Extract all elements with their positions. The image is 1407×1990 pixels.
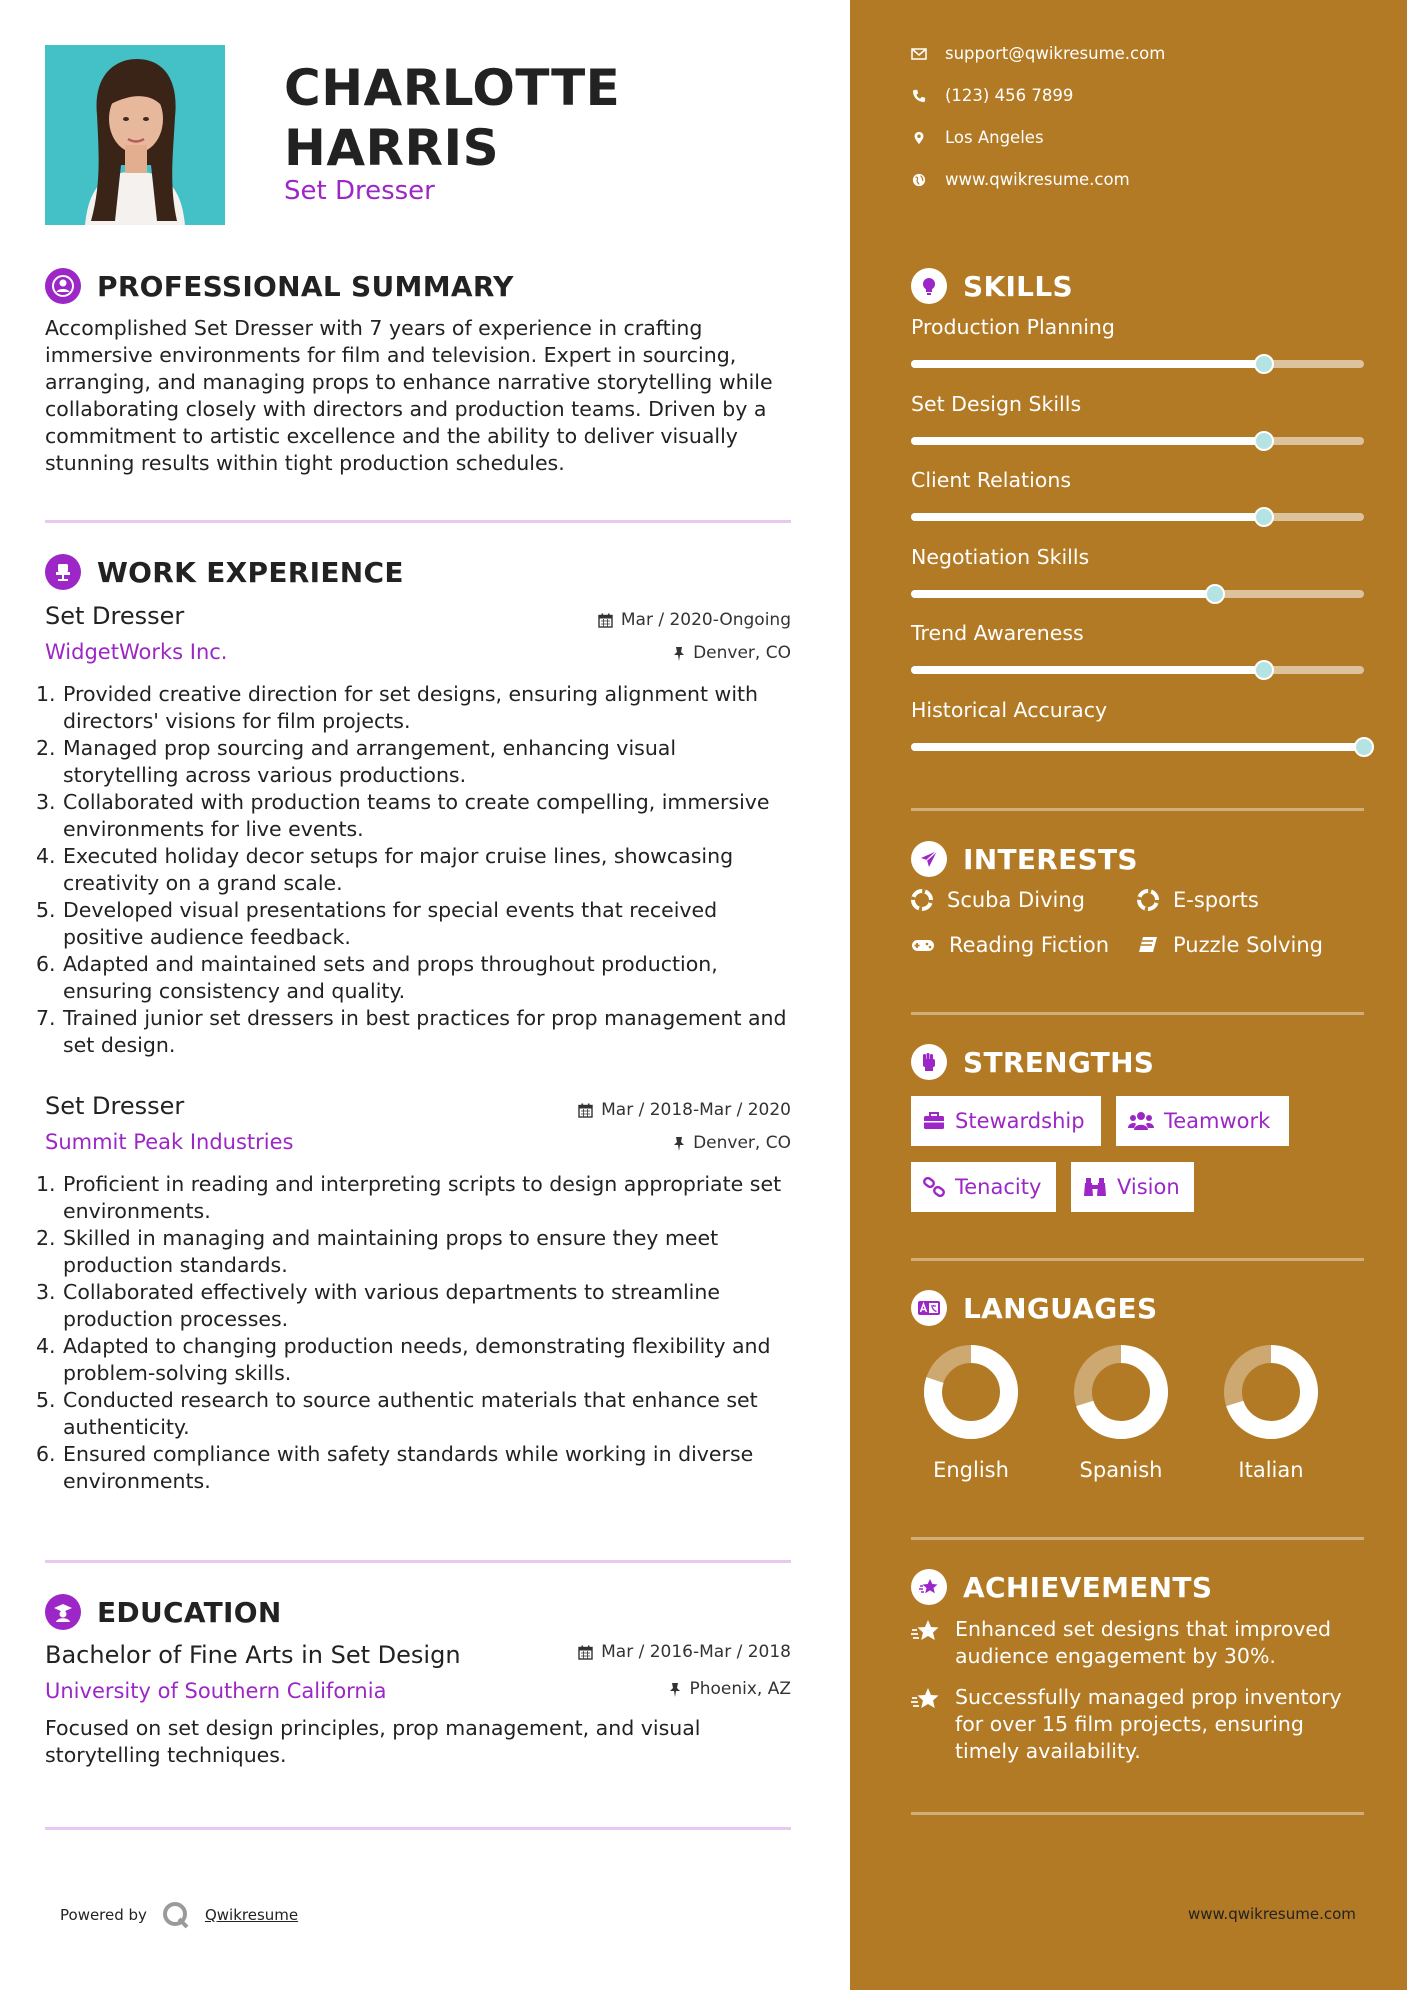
duty-text: Managed prop sourcing and arrangement, enhancing visual storytelling across various productions. xyxy=(63,736,677,787)
globe-icon xyxy=(911,173,927,187)
calendar-icon xyxy=(578,1645,593,1660)
user-icon xyxy=(45,268,81,304)
duty-item xyxy=(36,897,796,951)
calendar-icon xyxy=(578,1103,593,1118)
envelope-icon xyxy=(911,48,927,60)
duty-text: Adapted and maintained sets and props throughout production, ensuring consistency and quality. xyxy=(63,952,718,1003)
book-icon xyxy=(1137,935,1159,955)
duty-number: 2. xyxy=(36,736,56,760)
skill-bar-fill xyxy=(911,360,1264,368)
duty-number: 3. xyxy=(36,1280,56,1304)
duty-number: 5. xyxy=(36,1388,56,1412)
fist-icon xyxy=(911,1044,947,1080)
duty-number: 3. xyxy=(36,790,56,814)
language-name: Spanish xyxy=(1079,1458,1163,1482)
interest-reading-fiction: Reading Fiction xyxy=(911,933,1109,957)
map-marker-icon xyxy=(911,131,927,145)
duty-text: Conducted research to source authentic materials that enhance set authenticity. xyxy=(63,1388,758,1439)
skill-name: Trend Awareness xyxy=(911,621,1084,645)
candidate-name xyxy=(284,58,620,178)
star-icon xyxy=(911,1618,941,1644)
education-heading: EDUCATION xyxy=(45,1594,282,1630)
star-badge-icon xyxy=(911,1569,947,1605)
skill-bar xyxy=(911,743,1364,751)
achievement-item: Enhanced set designs that improved audience engagement by 30%. xyxy=(911,1616,1371,1670)
name-first: CHARLOTTE xyxy=(284,59,621,117)
strength-stewardship: Stewardship xyxy=(911,1096,1101,1146)
skill-name: Client Relations xyxy=(911,468,1072,492)
skill-bar xyxy=(911,437,1364,445)
footer-website[interactable]: www.qwikresume.com xyxy=(1188,1905,1356,1923)
pin-icon xyxy=(673,646,685,661)
duty-number: 1. xyxy=(36,682,56,706)
translate-icon xyxy=(911,1290,947,1326)
duty-item xyxy=(36,735,796,789)
sidebar-divider xyxy=(911,1812,1364,1815)
language-donut xyxy=(1211,1332,1331,1456)
phone-icon xyxy=(911,89,927,103)
education-description: Focused on set design principles, prop management, and visual storytelling techniques. xyxy=(45,1716,701,1767)
duty-item xyxy=(36,951,796,1005)
duty-item xyxy=(36,1387,796,1441)
star-icon xyxy=(911,1686,941,1712)
duty-item xyxy=(36,1333,796,1387)
skill-bar-fill xyxy=(911,590,1215,598)
duty-number: 5. xyxy=(36,898,56,922)
binoculars-icon xyxy=(1083,1177,1107,1197)
users-icon xyxy=(1128,1111,1154,1131)
section-divider xyxy=(45,1560,791,1563)
duty-number: 7. xyxy=(36,1006,56,1030)
education-location: Phoenix, AZ xyxy=(669,1679,791,1699)
skill-bar-fill xyxy=(911,437,1264,445)
strength-tenacity: Tenacity xyxy=(911,1162,1056,1212)
language-donut xyxy=(911,1332,1031,1456)
skill-bar-knob xyxy=(1254,431,1274,451)
skill-bar-knob xyxy=(1205,584,1225,604)
gamepad-icon xyxy=(911,937,935,953)
skill-bar xyxy=(911,590,1364,598)
job-2-company: Summit Peak Industries xyxy=(45,1130,294,1154)
skill-bar-fill xyxy=(911,743,1364,751)
summary-heading: PROFESSIONAL SUMMARY xyxy=(45,268,514,304)
duty-number: 4. xyxy=(36,844,56,868)
duty-number: 6. xyxy=(36,952,56,976)
duty-text: Trained junior set dressers in best practices for prop management and set design. xyxy=(63,1006,787,1057)
section-divider xyxy=(45,1827,791,1830)
link-icon xyxy=(923,1177,945,1197)
duty-text: Executed holiday decor setups for major cruise lines, showcasing creativity on a grand scale. xyxy=(63,844,734,895)
achievement-item: Successfully managed prop inventory for over 15 film projects, ensuring timely availability. xyxy=(911,1684,1371,1765)
sidebar-divider xyxy=(911,808,1364,811)
languages-heading: LANGUAGES xyxy=(911,1290,1157,1326)
skill-bar-fill xyxy=(911,513,1264,521)
duty-item xyxy=(36,1441,796,1495)
duty-item xyxy=(36,1171,796,1225)
duty-text: Ensured compliance with safety standards while working in diverse environments. xyxy=(63,1442,754,1493)
skill-bar-knob xyxy=(1354,737,1374,757)
duty-text: Collaborated effectively with various departments to streamline production processes. xyxy=(63,1280,720,1331)
sidebar-divider xyxy=(911,1012,1364,1015)
duty-item xyxy=(36,681,796,735)
skill-bar xyxy=(911,666,1364,674)
chair-icon xyxy=(45,554,81,590)
skill-name: Production Planning xyxy=(911,315,1115,339)
education-school: University of Southern California xyxy=(45,1679,387,1703)
qwikresume-logo-icon xyxy=(161,1900,191,1930)
name-last: HARRIS xyxy=(284,119,500,177)
job-1-duties xyxy=(36,681,796,1059)
duty-number: 4. xyxy=(36,1334,56,1358)
achievements-heading: ACHIEVEMENTS xyxy=(911,1569,1212,1605)
contact-email[interactable]: support@qwikresume.com xyxy=(911,44,1165,63)
sidebar xyxy=(850,0,1407,1990)
education-degree: Bachelor of Fine Arts in Set Design xyxy=(45,1641,461,1669)
summary-text: Accomplished Set Dresser with 7 years of experience in crafting immersive environments for film and television. Expert in sourcing, arranging, and managing props to enhance narrative storytelling while collaborating closely with directors and production teams. Driven by a commitment to artistic excellence and the ability to deliver visually stunning results within tight production schedules. xyxy=(45,316,773,475)
job-2-location: Denver, CO xyxy=(673,1133,791,1153)
graduate-icon xyxy=(45,1594,81,1630)
sidebar-divider xyxy=(911,1258,1364,1261)
contact-phone[interactable]: (123) 456 7899 xyxy=(911,86,1073,105)
job-title: Set Dresser xyxy=(284,176,435,206)
interest-e-sports: E-sports xyxy=(1137,888,1259,912)
language-donut xyxy=(1061,1332,1181,1456)
education-date: Mar / 2016-Mar / 2018 xyxy=(578,1642,791,1662)
lightbulb-icon xyxy=(911,268,947,304)
calendar-icon xyxy=(598,613,613,628)
pin-icon xyxy=(669,1682,681,1697)
job-2-title: Set Dresser xyxy=(45,1092,185,1120)
skill-bar-knob xyxy=(1254,354,1274,374)
qwikresume-link[interactable]: Qwikresume xyxy=(204,1906,299,1924)
skill-name: Historical Accuracy xyxy=(911,697,1108,722)
duty-item xyxy=(36,1225,796,1279)
contact-website[interactable]: www.qwikresume.com xyxy=(911,170,1130,189)
duty-text: Collaborated with production teams to create compelling, immersive environments for live events. xyxy=(63,790,770,841)
contact-location: Los Angeles xyxy=(911,128,1044,147)
skill-bar-fill xyxy=(911,666,1264,674)
interests-heading: INTERESTS xyxy=(911,841,1138,877)
duty-item xyxy=(36,1279,796,1333)
strength-teamwork: Teamwork xyxy=(1116,1096,1289,1146)
job-1-date: Mar / 2020-Ongoing xyxy=(598,610,791,630)
duty-item xyxy=(36,843,796,897)
duty-text: Proficient in reading and interpreting scripts to design appropriate set environments. xyxy=(63,1172,782,1223)
duty-text: Provided creative direction for set designs, ensuring alignment with directors' visions for film projects. xyxy=(63,682,759,733)
job-1-title: Set Dresser xyxy=(45,602,185,630)
section-divider xyxy=(45,520,791,523)
skill-bar xyxy=(911,513,1364,521)
skill-bar-knob xyxy=(1254,660,1274,680)
lifebuoy-icon xyxy=(1137,889,1159,911)
duty-number: 6. xyxy=(36,1442,56,1466)
strength-vision: Vision xyxy=(1071,1162,1194,1212)
duty-number: 2. xyxy=(36,1226,56,1250)
job-1-company: WidgetWorks Inc. xyxy=(45,640,228,664)
job-2-duties xyxy=(36,1171,796,1495)
language-name: English xyxy=(933,1458,1009,1482)
duty-text: Developed visual presentations for special events that received positive audience feedback. xyxy=(63,898,718,949)
job-1-location: Denver, CO xyxy=(673,643,791,663)
pin-icon xyxy=(673,1136,685,1151)
duty-text: Skilled in managing and maintaining props to ensure they meet production standards. xyxy=(63,1226,719,1277)
duty-item xyxy=(36,789,796,843)
skill-name: Set Design Skills xyxy=(911,391,1082,416)
powered-by: Powered by Qwikresume xyxy=(60,1900,298,1930)
duty-text: Adapted to changing production needs, demonstrating flexibility and problem-solving skills. xyxy=(63,1334,771,1385)
paper-plane-icon xyxy=(911,841,947,877)
briefcase-icon xyxy=(923,1112,945,1130)
work-heading: WORK EXPERIENCE xyxy=(45,554,404,590)
job-2-date: Mar / 2018-Mar / 2020 xyxy=(578,1100,791,1120)
duty-number: 1. xyxy=(36,1172,56,1196)
skill-name: Negotiation Skills xyxy=(911,544,1090,569)
duty-item xyxy=(36,1005,796,1059)
sidebar-divider xyxy=(911,1537,1364,1540)
language-name: Italian xyxy=(1238,1458,1304,1482)
lifebuoy-icon xyxy=(911,889,933,911)
profile-photo xyxy=(45,45,225,225)
skill-bar xyxy=(911,360,1364,368)
interest-scuba-diving: Scuba Diving xyxy=(911,888,1085,912)
strengths-heading: STRENGTHS xyxy=(911,1044,1154,1080)
skills-heading: SKILLS xyxy=(911,268,1073,304)
skill-bar-knob xyxy=(1254,507,1274,527)
interest-puzzle-solving: Puzzle Solving xyxy=(1137,933,1323,957)
